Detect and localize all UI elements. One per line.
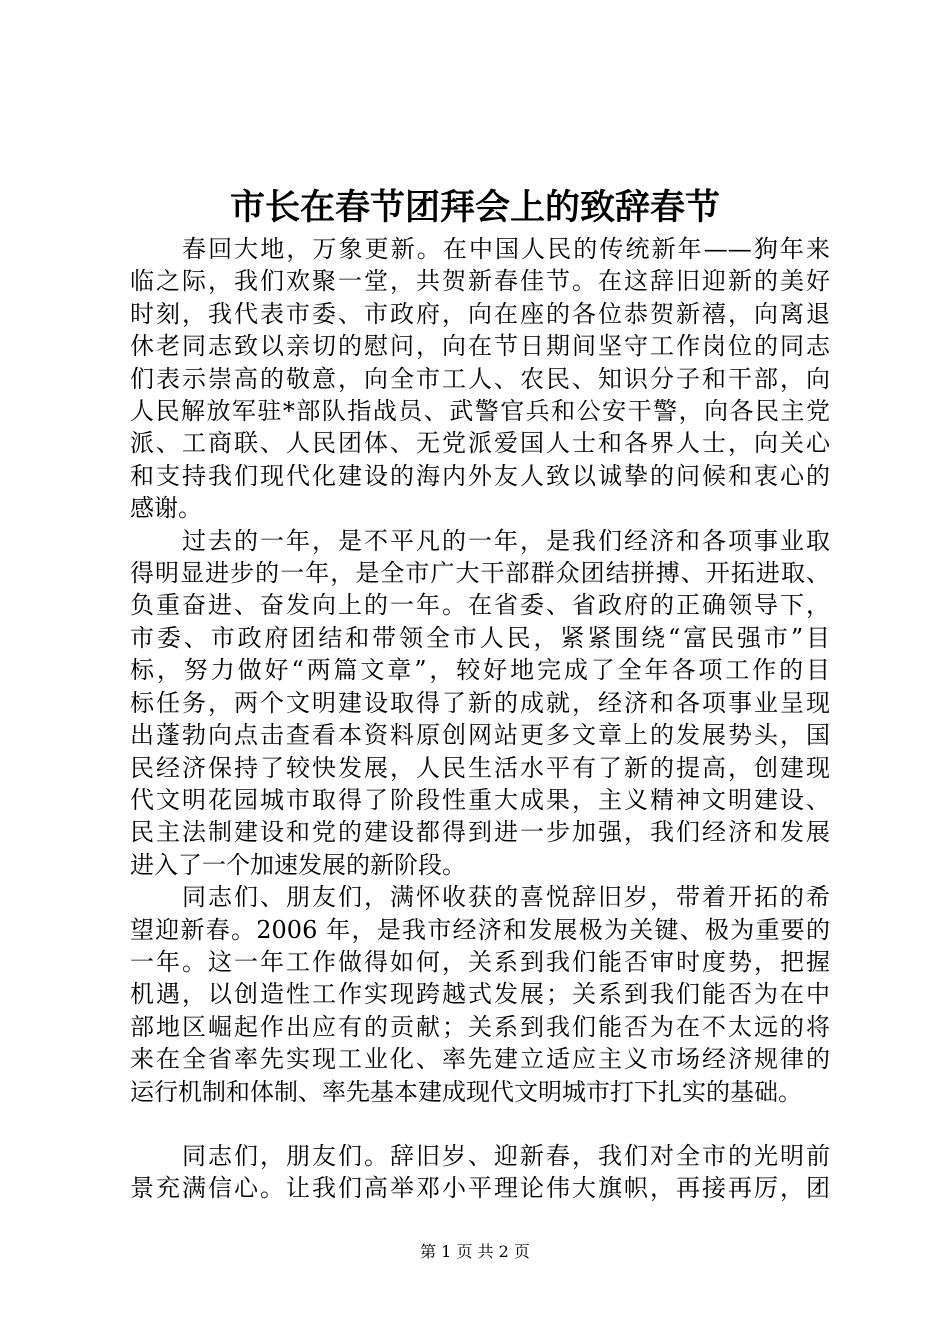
paragraph-line: 进入了一个加速发展的新阶段。	[130, 850, 466, 879]
paragraph-line: 和支持我们现代化建设的海内外友人致以诚挚的问候和衷心的	[130, 461, 830, 490]
paragraph-line: 运行机制和体制、率先基本建成现代文明城市打下扎实的基础。	[130, 1077, 802, 1106]
paragraph-line: 望迎新春。2006 年，是我市经济和发展极为关键、极为重要的	[130, 915, 830, 944]
paragraph-line: 一年。这一年工作做得如何，关系到我们能否审时度势，把握	[130, 947, 830, 976]
paragraph-4	[130, 1140, 830, 1205]
document-title: 市长在春节团拜会上的致辞春节	[229, 187, 720, 228]
paragraph-line: 春回大地，万象更新。在中国人民的传统新年——狗年来	[182, 235, 830, 263]
paragraph-line: 民经济保持了较快发展，人民生活水平有了新的提高，创建现	[130, 753, 830, 782]
page-footer: 第 1 页 共 2 页	[420, 1242, 530, 1261]
paragraph-1	[130, 233, 830, 525]
paragraph-line: 标，努力做好“两篇文章”，较好地完成了全年各项工作的目	[130, 656, 830, 685]
paragraph-line: 代文明花园城市取得了阶段性重大成果，主义精神文明建设、	[130, 785, 830, 814]
paragraph-spacer	[130, 1108, 830, 1140]
paragraph-line: 标任务，两个文明建设取得了新的成就，经济和各项事业呈现	[130, 688, 830, 717]
paragraph-line: 人民解放军驻*部队指战员、武警官兵和公安干警，向各民主党	[130, 397, 830, 426]
paragraph-line: 景充满信心。让我们高举邓小平理论伟大旗帜，再接再厉，团	[130, 1174, 830, 1203]
paragraph-line: 时刻，我代表市委、市政府，向在座的各位恭贺新禧，向离退	[130, 299, 830, 328]
document-body	[130, 233, 830, 1205]
paragraph-line: 来在全省率先实现工业化、率先建立适应主义市场经济规律的	[130, 1045, 830, 1074]
paragraph-line: 派、工商联、人民团体、无党派爱国人士和各界人士，向关心	[130, 429, 830, 458]
paragraph-line: 机遇，以创造性工作实现跨越式发展；关系到我们能否为在中	[130, 980, 830, 1009]
paragraph-3	[130, 881, 830, 1108]
paragraph-line: 同志们，朋友们。辞旧岁、迎新春，我们对全市的光明前	[182, 1141, 830, 1170]
paragraph-line: 民主法制建设和党的建设都得到进一步加强，我们经济和发展	[130, 818, 830, 847]
paragraph-line: 得明显进步的一年，是全市广大干部群众团结拼搏、开拓进取、	[130, 559, 830, 588]
paragraph-line: 同志们、朋友们，满怀收获的喜悦辞旧岁，带着开拓的希	[182, 883, 830, 912]
paragraph-line: 负重奋进、奋发向上的一年。在省委、省政府的正确领导下，	[130, 591, 830, 620]
paragraph-line: 出蓬勃向点击查看本资料原创网站更多文章上的发展势头，国	[130, 721, 830, 750]
paragraph-line: 过去的一年，是不平凡的一年，是我们经济和各项事业取	[182, 526, 830, 555]
paragraph-line: 部地区崛起作出应有的贡献；关系到我们能否为在不太远的将	[130, 1012, 830, 1041]
paragraph-line: 休老同志致以亲切的慰问，向在节日期间坚守工作岗位的同志	[130, 332, 830, 361]
paragraph-line: 感谢。	[130, 494, 202, 523]
paragraph-line: 临之际，我们欢聚一堂，共贺新春佳节。在这辞旧迎新的美好	[130, 267, 830, 296]
paragraph-line: 市委、市政府团结和带领全市人民，紧紧围绕“富民强市”目	[130, 623, 830, 652]
paragraph-line: 们表示崇高的敬意，向全市工人、农民、知识分子和干部，向	[130, 364, 830, 393]
paragraph-2	[130, 525, 830, 881]
